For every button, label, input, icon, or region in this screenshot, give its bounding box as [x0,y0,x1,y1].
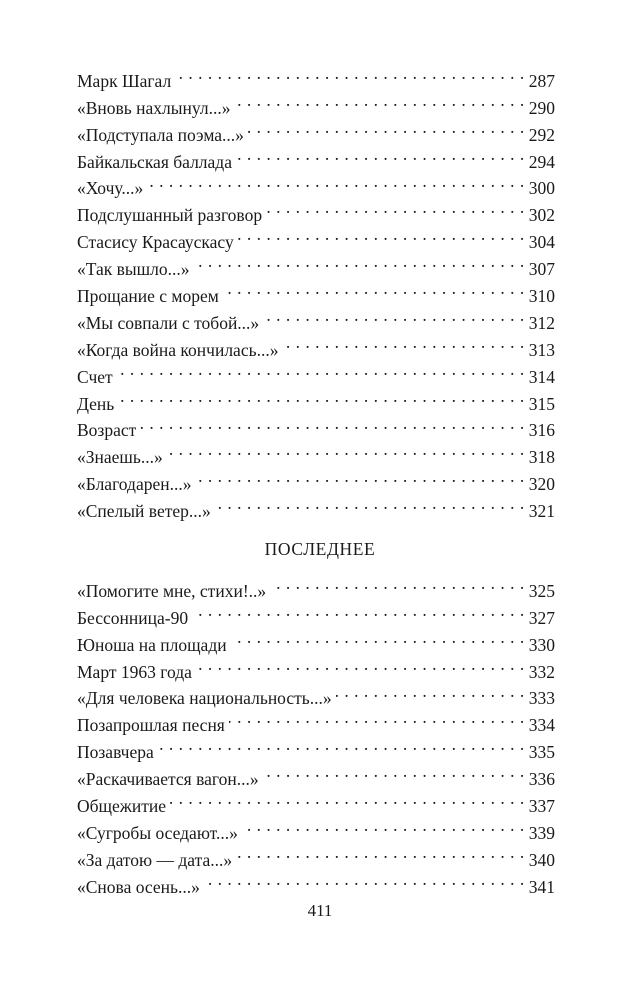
toc-entry-title: «Для человека национальность...» [77,688,332,709]
dot-leader [194,248,525,275]
toc-entry-title: Март 1963 года [77,661,192,682]
toc-entry-page: 321 [528,501,555,522]
toc-entry-title: Общежитие [77,796,167,817]
toc-entry-page: 316 [528,420,555,441]
toc-entry-title: «Знаешь...» [77,447,163,468]
dot-leader [336,678,525,705]
toc-entry-page: 320 [528,474,555,495]
toc-entry-title: «Мы совпали с тобой...» [77,312,260,333]
toc-entry-page: 330 [528,634,555,655]
toc-entry-page: 335 [528,742,555,763]
toc-entry-title: «Сугробы оседают...» [77,822,238,843]
toc-entry-title: «Вновь нахлынул...» [77,97,231,118]
dot-leader [282,329,524,356]
toc-entry-title: Подслушанный разговор [77,205,263,226]
dot-leader [196,651,525,678]
toc-entry-page: 333 [528,688,555,709]
toc-entry-title: «Помогите мне, стихи!..» [77,580,267,601]
dot-leader [238,221,525,248]
dot-leader [229,704,525,731]
dot-leader [248,114,525,141]
dot-leader [263,758,525,785]
dot-leader [170,785,525,812]
dot-leader [270,570,525,597]
toc-entry-title: Юноша на площади [77,634,227,655]
toc-entry [77,436,555,468]
toc-entry-page: 334 [528,715,555,736]
dot-leader [147,168,524,195]
toc-entry-page: 325 [528,580,555,601]
toc-entry-title: «Подступала поэма...» [77,124,244,145]
dot-leader [204,866,525,893]
toc-entry-title: «Спелый ветер...» [77,501,211,522]
dot-leader [192,597,525,624]
toc-entry-page: 302 [528,205,555,226]
toc-entry-page: 287 [528,70,555,91]
toc-entry-page: 313 [528,339,555,360]
toc-entry-title: «Снова осень...» [77,876,200,897]
toc-entry [77,356,555,387]
toc-entry-title: Бессонница-90 [77,607,189,628]
toc-entry-page: 290 [528,97,555,118]
dot-leader [140,410,524,437]
section-heading: ПОСЛЕДНЕЕ [264,539,376,559]
page-number: 411 [307,901,333,920]
toc-entry-page: 294 [528,151,555,172]
toc-entry-page: 340 [528,849,555,870]
dot-leader [231,624,525,651]
dot-leader [236,141,525,168]
toc-entry-title: День [77,393,115,414]
dot-leader [117,356,525,383]
dot-leader [215,490,525,517]
dot-leader [223,275,525,302]
toc-entry-page: 304 [528,232,555,253]
toc-entry-page: 292 [528,124,555,145]
toc-entry-title: Возраст [77,420,137,441]
toc-entry-title: «Благодарен...» [77,474,192,495]
toc-list [77,570,555,897]
dot-leader [167,436,525,463]
dot-leader [118,383,524,410]
dot-leader [196,463,525,490]
toc-entry-title: Позавчера [77,742,154,763]
toc-entry-title: «Хочу...» [77,178,144,199]
dot-leader [266,194,525,221]
toc-entry-page: 332 [528,661,555,682]
toc-entry-page: 314 [528,366,555,387]
toc-entry-page: 327 [528,607,555,628]
toc-entry-title: Стасису Красаускасу [77,232,234,253]
toc-entry-page: 312 [528,312,555,333]
toc-entry [77,410,555,441]
toc-entry [77,570,555,601]
toc-entry-page: 341 [528,876,555,897]
toc-entry-page: 307 [528,259,555,280]
toc-entry-page: 336 [528,769,555,790]
toc-list [77,60,555,522]
toc-entry-title: Марк Шагал [77,70,172,91]
dot-leader [263,302,525,329]
toc-entry-page: 315 [528,393,555,414]
toc-entry-page: 300 [528,178,555,199]
toc-entry-page: 337 [528,796,555,817]
toc-entry [77,383,555,414]
dot-leader [236,839,525,866]
toc-entry [77,194,555,226]
toc-entry-page: 310 [528,286,555,307]
dot-leader [242,812,525,839]
toc-entry-title: «Раскачивается вагон...» [77,769,259,790]
toc-entry-title: «За датою — дата...» [77,849,233,870]
toc-entry-page: 318 [528,447,555,468]
toc-entry [77,168,555,199]
toc-entry-title: «Так вышло...» [77,259,190,280]
toc-entry-page: 339 [528,822,555,843]
toc-entry-title: Прощание с морем [77,286,219,307]
dot-leader [234,87,524,114]
toc-entry [77,60,555,91]
toc-entry-title: Байкальская баллада [77,151,232,172]
toc-entry-title: Позапрошлая песня [77,715,225,736]
dot-leader [158,731,525,758]
dot-leader [175,60,525,87]
toc-entry-title: Счет [77,366,113,387]
toc-entry-title: «Когда война кончилась...» [77,339,279,360]
